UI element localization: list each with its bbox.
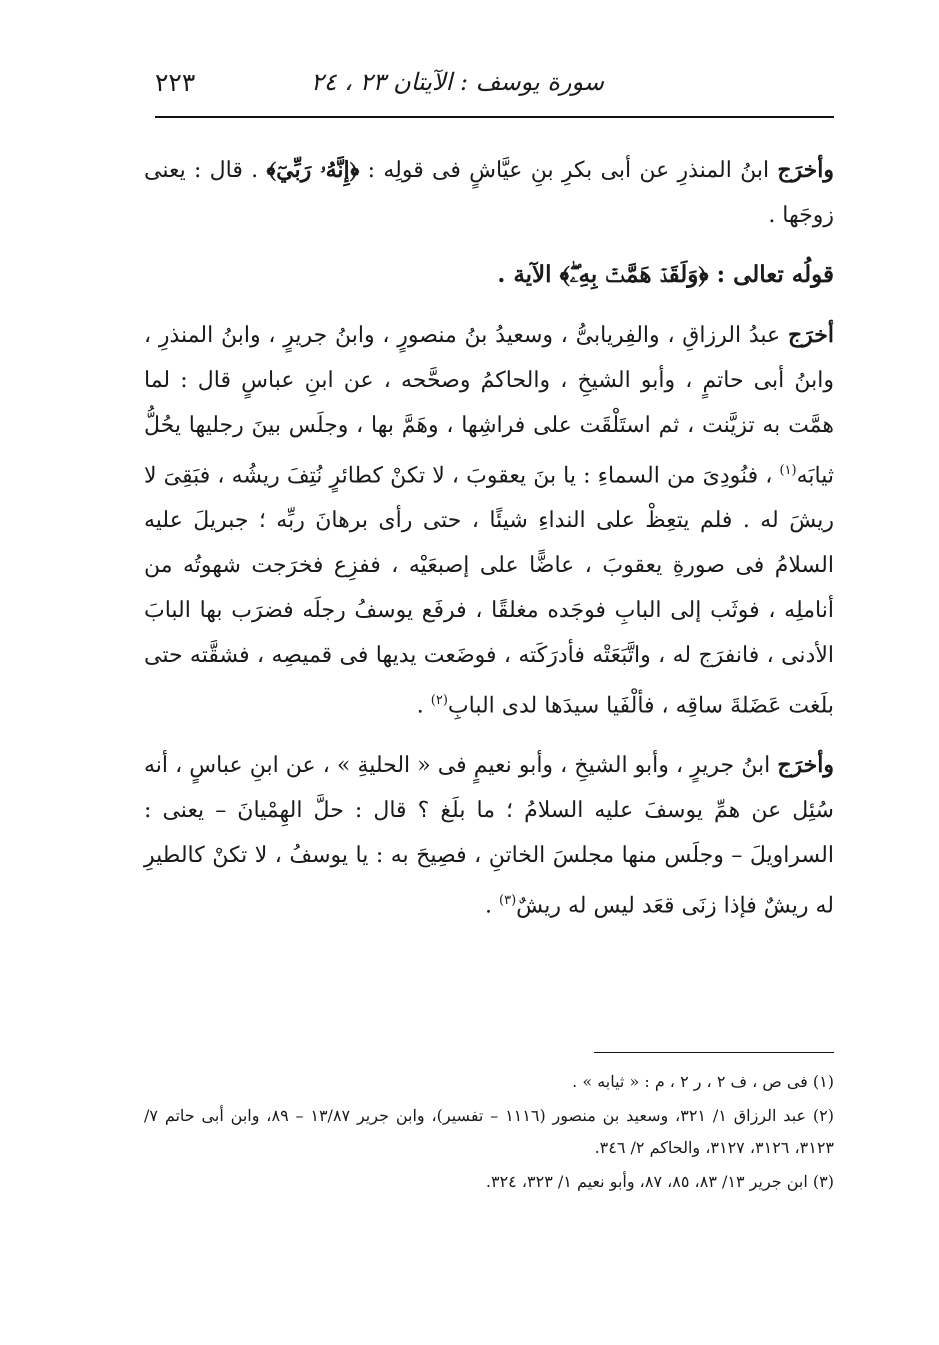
footnote-marker-1: (١) [779,463,797,478]
paragraph-2-end: . [416,693,431,719]
paragraph-1-tail: . قال : يعنى زوجَها . [144,158,834,228]
footnote-3: (٣) ابن جرير ١٣/ ٨٣، ٨٥، ٨٧، وأبو نعيم ١/ ٣٢٣، ٣٢٤. [485,1172,834,1191]
footnote-1: (١) فى ص ، ف ٢ ، ر ٢ ، م : « ثيابه » . [572,1072,834,1091]
paragraph-2-text: عبدُ الرزاقِ ، والفِريابىُّ ، وسعيدُ بنُ منصورٍ ، وابنُ جريرٍ ، وابنُ المنذرِ ، وابنُ أبى حاتمٍ ، وأبو الشيخِ ، والحاكمُ وصحَّحه ، عن ابنِ عباسٍ قال : لما همَّت به تزيَّنت ، ثم استَلْقَت على فراشِها ، وهَمَّ بها ، وجلَس بينَ رجليها يحُلُّ ثيابَه [144,323,834,489]
footnote-rule [594,1052,834,1053]
quran-quote-1: ﴿إِنَّهُۥ رَبِّيٓ﴾ [266,157,360,183]
footnote-marker-3: (٣) [499,892,517,908]
verse-heading [144,252,834,297]
paragraph-2 [144,313,834,729]
paragraph-1-text: ابنُ المنذرِ عن أبى بكرِ بنِ عيَّاشٍ فى قولِه : [359,158,770,183]
paragraph-1-lead: وأخرَج [777,157,835,183]
quran-quote-2: ﴿وَلَقَدۡ هَمَّتۡ بِهِۦۖ﴾ [559,261,709,288]
paragraph-1 [144,148,834,238]
verse-heading-lead: قولُه تعالى : [708,261,834,288]
paragraph-3-text: ابنُ جريرٍ ، وأبو الشيخِ ، وأبو نعيمٍ فى « الحليةِ » ، عن ابنِ عباسٍ ، أنه سُئِل عن همِّ يوسفَ عليه السلامُ ؛ ما بلَغ ؟ قال : حلَّ الهِمْيانَ – يعنى : السراويلَ – وجلَس منها مجلسَ الخاتنِ ، فصِيحَ به : يا يوسفُ ، لا تكنْ كالطيرِ له ريشٌ فإذا زنَى قعَد ليس له ريشٌ [144,752,834,918]
footnote-marker-2: (٢) [430,693,448,709]
paragraph-3 [144,743,834,928]
paragraph-3-lead: وأخرَج [777,751,834,778]
paragraph-3-end: . [485,892,500,918]
header-rule [155,116,834,118]
main-text [144,148,834,942]
page-header [155,66,834,106]
verse-heading-tail: الآية . [497,261,560,288]
paragraph-2-lead: أخرَج [787,322,834,348]
paragraph-2-text-b: ، فنُودِىَ من السماءِ : يا بنَ يعقوبَ ، لا تكنْ كطائرٍ نُتِفَ ريشُه ، فبَقِىَ لا ريشَ له . فلم يتعِظْ على النداءِ شيئًا ، حتى رأى برهانَ ربِّه ؛ جبريلَ عليه السلامُ فى صورةِ يعقوبَ ، عاضًّا على إصبعَيْه ، ففزِع فخرَجت شهوتُه من أناملِه ، فوثَب إلى البابِ فوجَده مغلقًا ، فرفَع يوسفُ رجلَه فضرَب بها البابَ الأدنى ، فانفرَج له ، واتَّبَعَتْه فأدرَكَته ، فوضَعت يديها فى قميصِه ، فشقَّته حتى بلَغت عَضَلةَ ساقِه ، فألْفَيا سيدَها لدى البابِ [144,463,835,719]
running-title: سورة يوسف : الآيتان ٢٣ ، ٢٤ [310,68,604,96]
footnote-2: (٢) عبد الرزاق ١/ ٣٢١، وسعيد بن منصور (١١١٦ – تفسير)، وابن جرير ١٣/٨٧ – ٨٩، وابن أبى حاتم ٧/ ٣١٢٣، ٣١٢٦، ٣١٢٧، والحاكم ٢/ ٣٤٦. [144,1106,835,1157]
footnotes [144,1066,834,1200]
page-number: ٢٢٣ [155,68,196,97]
